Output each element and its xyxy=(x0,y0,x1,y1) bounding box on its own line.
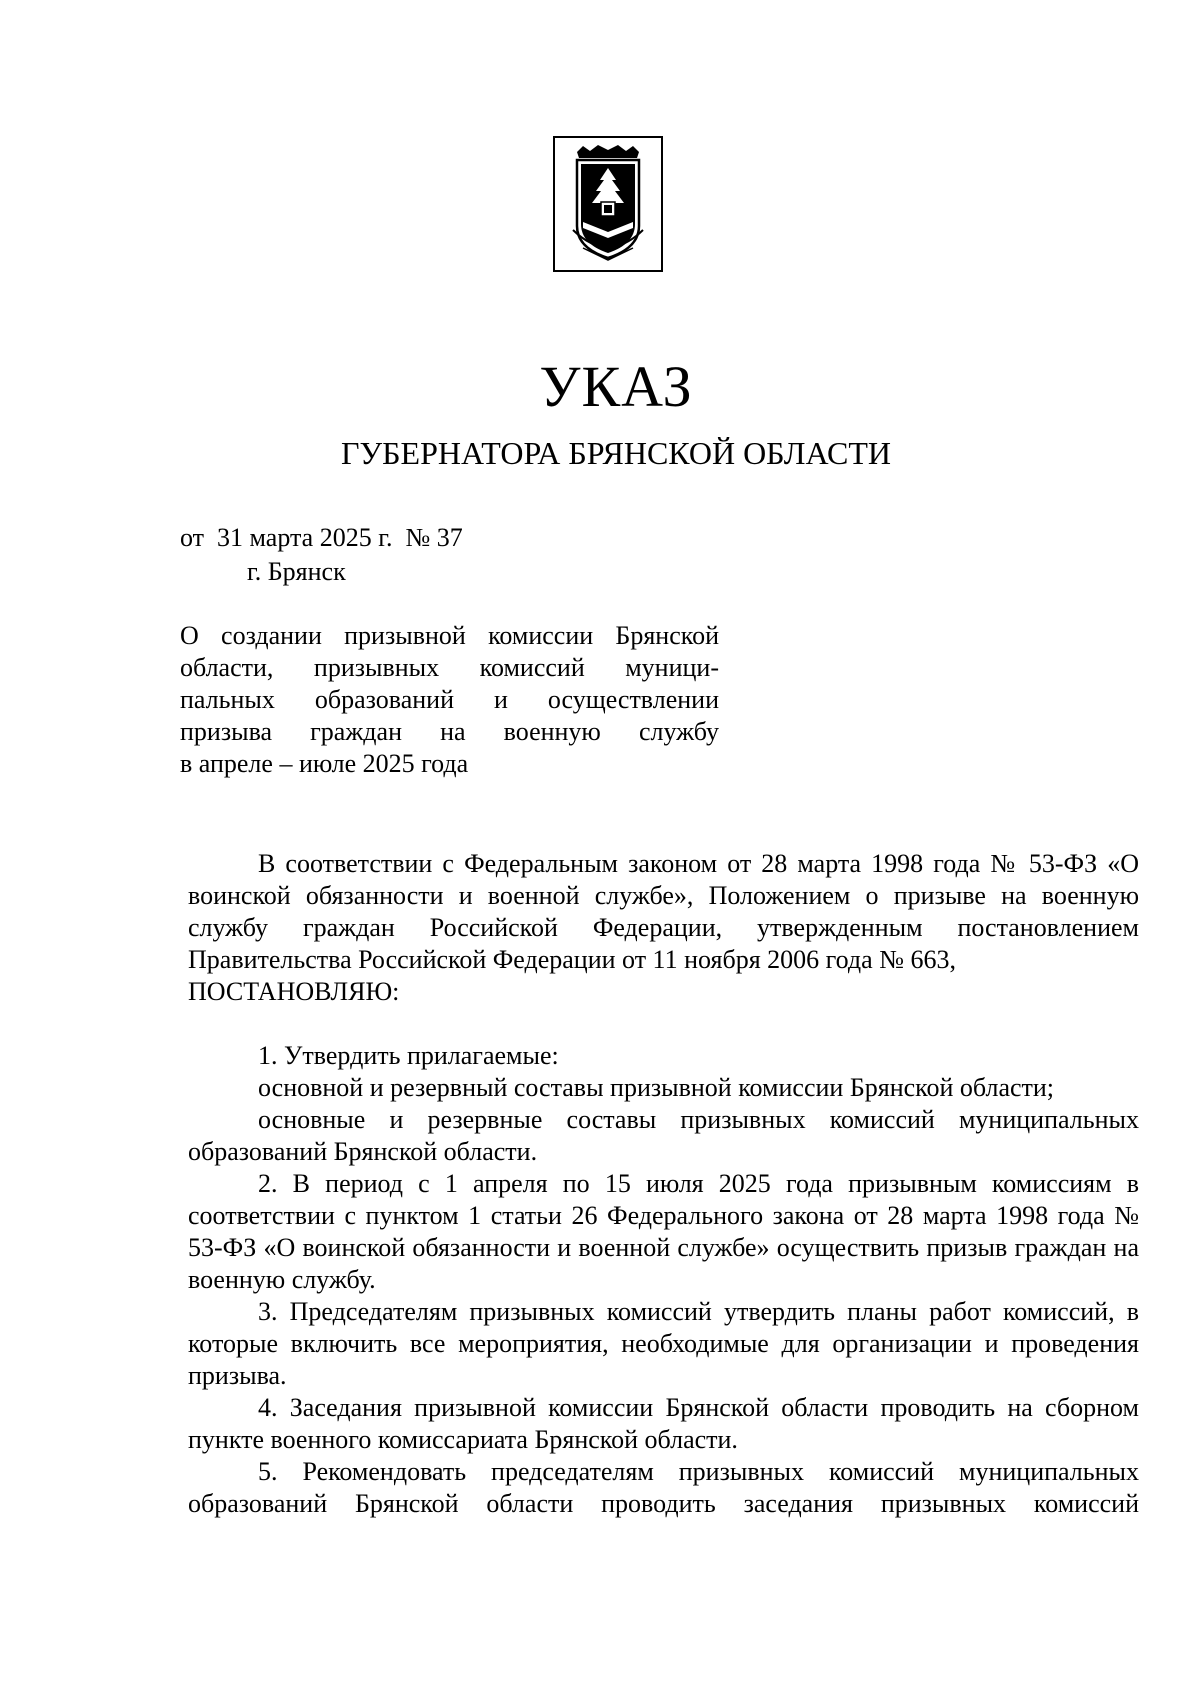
paragraph-item-2: 2. В период с 1 апреля по 15 июля 2025 года призывным комиссиям в соответствии с пунктом 1 статьи 26 Федерального закона от 28 марта 1998 года № 53-ФЗ «О воинской обязанности и военной службе» осуществить призыв граждан на военную службу. xyxy=(188,1169,1139,1294)
decree-word: ПОСТАНОВЛЯЮ: xyxy=(188,977,400,1006)
subject-line: области, призывных комиссий муници- xyxy=(180,653,719,682)
coat-of-arms-emblem xyxy=(553,136,663,272)
paragraph-item-1a: основной и резервный составы призывной комиссии Брянской области; xyxy=(258,1073,1055,1102)
paragraph-item-1b: основные и резервные составы призывных комиссий муниципальных образований Брянской области. xyxy=(188,1105,1139,1166)
preamble-paragraph: В соответствии с Федеральным законом от 28 марта 1998 года № 53-ФЗ «О воинской обязанности и военной службе», Положением о призыве на военную службу граждан Российской Федерации, утвержденным постановлением Правительства Российской Федерации от 11 ноября 2006 года № 663, xyxy=(188,849,1139,974)
document-subject xyxy=(180,620,719,780)
document-title: УКАЗ xyxy=(539,354,693,419)
city: г. Брянск xyxy=(247,557,346,586)
paragraph-item-3: 3. Председателям призывных комиссий утвердить планы работ комиссий, в которые включить все мероприятия, необходимые для организации и проведения призыва. xyxy=(188,1297,1139,1390)
paragraph-item-1: 1. Утвердить прилагаемые: xyxy=(258,1041,559,1070)
date-and-number: от 31 марта 2025 г. № 37 xyxy=(180,523,463,552)
subject-line: в апреле – июле 2025 года xyxy=(180,749,469,778)
document-body xyxy=(188,848,1139,1520)
subject-line: пальных образований и осуществлении xyxy=(180,685,719,714)
subject-line: призыва граждан на военную службу xyxy=(180,717,719,746)
paragraph-item-4: 4. Заседания призывной комиссии Брянской области проводить на сборном пункте военного комиссариата Брянской области. xyxy=(188,1393,1139,1454)
paragraph-item-5: 5. Рекомендовать председателям призывных комиссий муниципальных образований Брянской области проводить заседания призывных комиссий xyxy=(188,1457,1139,1518)
document-subtitle: ГУБЕРНАТОРА БРЯНСКОЙ ОБЛАСТИ xyxy=(341,435,891,471)
subject-line: О создании призывной комиссии Брянской xyxy=(180,621,719,650)
coat-of-arms-icon xyxy=(563,144,653,264)
